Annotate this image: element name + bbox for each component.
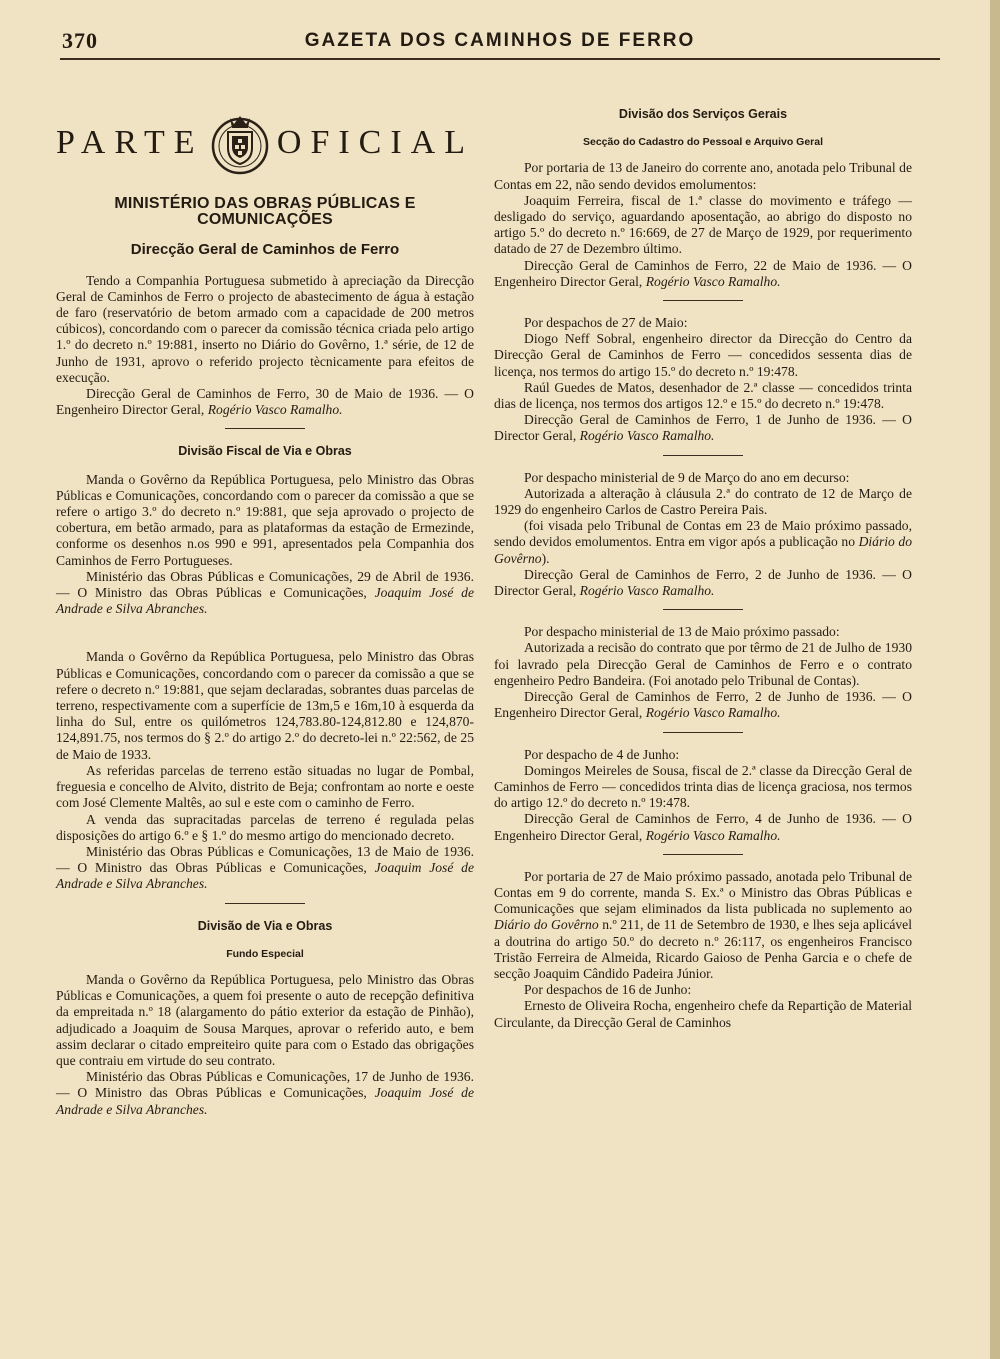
- paragraph: Autorizada a recisão do contrato que por têrmo de 21 de Julho de 1930 foi lavrado pela Direcção Geral de Caminhos de Ferro e o contrato engenheiro Pedro Bandeira. (Foi anotado pelo Tribunal de Contas).: [494, 640, 912, 688]
- section-divider: [225, 428, 305, 429]
- signature-name: Rogério Vasco Ramalho.: [579, 428, 715, 444]
- paragraph: Tendo a Companhia Portuguesa submetido à apreciação da Direcção Geral de Caminhos de Ferro o projecto de abastecimento de água à estação de faro (reservatório de betom armado com a capacidade de 200 metros cúbicos), concordando com o parecer da comissão técnica criada pelo artigo 1.º do decreto n.º 19:881, inserto no Diário do Govêrno, 1.ª série, de 12 de Junho de 1931, aprovo o referido projecto tècnicamente para efeitos de execução.: [56, 272, 474, 385]
- paragraph: Manda o Govêrno da República Portuguesa, pelo Ministro das Obras Públicas e Comunicações, concordando com o parecer da comissão a que se refere o decreto n.º 19:881, que sejam declaradas, sobrantes duas parcelas de terreno, respectivamente com a superfície de 13m,5 e 16m,10 à esquerda da linha do Sul, entre os quilómetros 124,783.80-124,812.80 e 124,870-124,891.75, nos termos do § 2.º do artigo 2.º do decreto-lei n.º 22:562, de 25 de Maio de 1933.: [56, 649, 474, 762]
- signature-paragraph: [56, 569, 474, 618]
- section-divider: [225, 903, 305, 904]
- signature-paragraph: [494, 412, 912, 444]
- signature-text: Direcção Geral de Caminhos de Ferro, 2 de Junho de 1936. — O Director Geral,: [494, 566, 912, 599]
- signature-name: Rogério Vasco Ramalho.: [645, 273, 781, 289]
- parte-oficial-heading: [56, 100, 474, 186]
- paragraph: Joaquim Ferreira, fiscal de 1.ª classe do movimento e tráfego — desligado do serviço, aguardando aposentação, ao abrigo do disposto no artigo 5.º do decreto n.º 16:669, de 27 de Março de 1929, por requerimento datado de 27 de Dezembro último.: [494, 192, 912, 257]
- signature-name: Rogério Vasco Ramalho.: [645, 827, 781, 843]
- signature-paragraph: [56, 1069, 474, 1118]
- signature-text: Direcção Geral de Caminhos de Ferro, 2 de Junho de 1936. — O Engenheiro Director Geral,: [494, 689, 912, 721]
- signature-paragraph: [494, 689, 912, 721]
- paragraph: Manda o Govêrno da República Portuguesa, pelo Ministro das Obras Públicas e Comunicações, concordando com o parecer da comissão a que se refere o artigo 3.º do decreto n.º 19:881, que seja aprovado o projecto de cobertura, em betão armado, para as plataformas da estação de Ermezinde, conforme os desenhos n.os 990 e 991, apresentados pela Companhia dos Caminhos de Ferro Portugueses.: [56, 471, 474, 568]
- spacer: [56, 617, 474, 639]
- signature-name: Joaquim José de Andrade e Silva Abranches.: [56, 860, 474, 892]
- signature-name: Rogério Vasco Ramalho.: [579, 583, 715, 599]
- spacer: [56, 639, 474, 649]
- paragraph: Por despachos de 27 de Maio:: [524, 315, 688, 331]
- section-divider: [663, 609, 743, 610]
- page-edge: [990, 0, 1000, 1359]
- signature-paragraph: [494, 811, 912, 843]
- paragraph-text: ).: [541, 550, 550, 566]
- section-heading: Divisão de Via e Obras: [197, 918, 333, 933]
- signature-text: Ministério das Obras Públicas e Comunicações, 17 de Junho de 1936. — O Ministro das Obras Públicas e Comunicações,: [56, 1069, 474, 1101]
- paragraph: Domingos Meireles de Sousa, fiscal de 2.ª classe da Direcção Geral de Caminhos de Ferro — concedidos trinta dias de licença graciosa, nos termos do artigo 12.º do decreto n.º 19:478.: [494, 762, 912, 811]
- paragraph: Por despacho ministerial de 9 de Março do ano em decurso:: [524, 469, 850, 485]
- signature-text: Direcção Geral de Caminhos de Ferro, 30 de Maio de 1936. — O Engenheiro Director Geral,: [56, 386, 474, 418]
- paragraph: Por despachos de 16 de Junho:: [524, 982, 692, 998]
- signature-name: Joaquim José de Andrade e Silva Abranches.: [56, 585, 474, 617]
- paragraph: Ernesto de Oliveira Rocha, engenheiro chefe da Repartição de Material Circulante, da Direcção Geral de Caminhos: [494, 998, 912, 1030]
- ministry-heading: MINISTÉRIO DAS OBRAS PÚBLICAS E COMUNICAÇÕES: [114, 195, 416, 229]
- paragraph: [494, 869, 912, 982]
- paragraph: Por despacho ministerial de 13 de Maio próximo passado:: [524, 624, 840, 640]
- publication-title: Diário do Govêrno: [494, 917, 599, 933]
- signature-text: Direcção Geral de Caminhos de Ferro, 22 de Maio de 1936. — O Engenheiro Director Geral,: [494, 257, 912, 289]
- section-divider: [663, 455, 743, 456]
- paragraph: Por portaria de 13 de Janeiro do corrente ano, anotada pelo Tribunal de Contas em 22, não sendo devidos emolumentos:: [494, 160, 912, 192]
- paragraph-text: (foi visada pelo Tribunal de Contas em 23 de Maio próximo passado, sendo devidos emolumentos. Entra em vigor após a publicação no: [494, 518, 912, 550]
- paragraph: Autorizada a alteração à cláusula 2.ª do contrato de 12 de Março de 1929 do engenheiro Carlos de Castro Pereira Pais.: [494, 485, 912, 518]
- signature-text: Direcção Geral de Caminhos de Ferro, 4 de Junho de 1936. — O Engenheiro Director Geral,: [494, 811, 912, 843]
- subsection-heading: Fundo Especial: [226, 947, 304, 960]
- running-header: [60, 28, 940, 60]
- signature-text: Direcção Geral de Caminhos de Ferro, 1 de Junho de 1936. — O Director Geral,: [494, 412, 912, 444]
- signature-paragraph: [56, 386, 474, 418]
- signature-text: Ministério das Obras Públicas e Comunicações, 29 de Abril de 1936. — O Ministro das Obras Públicas e Comunicações,: [56, 568, 474, 601]
- paragraph-text: Por portaria de 27 de Maio próximo passado, anotada pelo Tribunal de Contas em 9 do corrente, manda S. Ex.ª o Ministro das Obras Públicas e Comunicações que sejam eliminados da lista publicada no suplemento ao: [494, 868, 912, 917]
- section-divider: [663, 854, 743, 855]
- subsection-heading: Secção do Cadastro do Pessoal e Arquivo Geral: [582, 136, 824, 149]
- paragraph: Raúl Guedes de Matos, desenhador de 2.ª classe — concedidos trinta dias de licença, nos termos dos artigos 12.º e 15.º do decreto n.º 19:478.: [494, 379, 912, 412]
- section-heading: Divisão dos Serviços Gerais: [618, 107, 788, 121]
- signature-name: Rogério Vasco Ramalho.: [645, 705, 781, 721]
- paragraph: [494, 518, 912, 567]
- signature-text: Ministério das Obras Públicas e Comunicações, 13 de Maio de 1936. — O Ministro das Obras Públicas e Comunicações,: [56, 843, 474, 876]
- signature-paragraph: [56, 844, 474, 893]
- oficial-word: OFICIAL: [276, 123, 474, 161]
- signature-paragraph: [494, 258, 912, 290]
- paragraph-text: n.º 211, de 11 de Setembro de 1930, e lhes seja aplicável a doutrina do artigo 50.º do decreto n.º 26:117, os engenheiros Francisco Tristão Ferreira de Almeida, Ricardo Gaioso de Penha Garcia e o chefe de secção Joaquim Cândido Padeira Júnior.: [494, 917, 912, 981]
- section-heading: Divisão Fiscal de Via e Obras: [178, 444, 352, 459]
- signature-paragraph: [494, 567, 912, 599]
- left-column: [56, 100, 474, 1118]
- paragraph: A venda das supracitadas parcelas de terreno é regulada pelas disposições do artigo 6.º e § 1.º do mesmo artigo do mencionado decreto.: [56, 811, 474, 843]
- right-column: [494, 100, 912, 1031]
- paragraph: Por despacho de 4 de Junho:: [524, 746, 680, 762]
- section-divider: [663, 732, 743, 733]
- paragraph: As referidas parcelas de terreno estão situadas no lugar de Pombal, freguesia e concelho de Alvito, distrito de Beja; confrontam ao norte e oeste com José Clemente Maltês, ao sul e este com o caminho de Ferro.: [56, 762, 474, 811]
- section-divider: [663, 300, 743, 301]
- publication-title: Diário do Govêrno: [494, 534, 913, 566]
- paragraph: Manda o Govêrno da República Portuguesa, pelo Ministro das Obras Públicas e Comunicações, a quem foi presente o auto de recepção definitiva da empreitada n.º 18 (alargamento do pátio exterior da estação de Pinhão), adjudicado a Joaquim de Sousa Marques, aprovar o referido auto, e bem assim declarar o citado empreiteiro quite para com o Estado das obrigações que contraiu em virtude do seu contrato.: [56, 971, 474, 1068]
- parte-word: PARTE: [56, 123, 204, 161]
- paragraph: Diogo Neff Sobral, engenheiro director da Direcção do Centro da Direcção Geral de Caminhos de Ferro — concedidos sessenta dias de licença, nos termos do artigo 15.º do decreto n.º 19:478.: [494, 331, 912, 379]
- page-number: 370: [62, 28, 98, 53]
- signature-name: Joaquim José de Andrade e Silva Abranches.: [56, 1085, 474, 1117]
- signature-name: Rogério Vasco Ramalho.: [207, 402, 343, 418]
- direccao-heading: Direcção Geral de Caminhos de Ferro: [130, 241, 400, 259]
- coat-of-arms-icon: [208, 106, 272, 180]
- journal-title: GAZETA DOS CAMINHOS DE FERRO: [304, 30, 696, 51]
